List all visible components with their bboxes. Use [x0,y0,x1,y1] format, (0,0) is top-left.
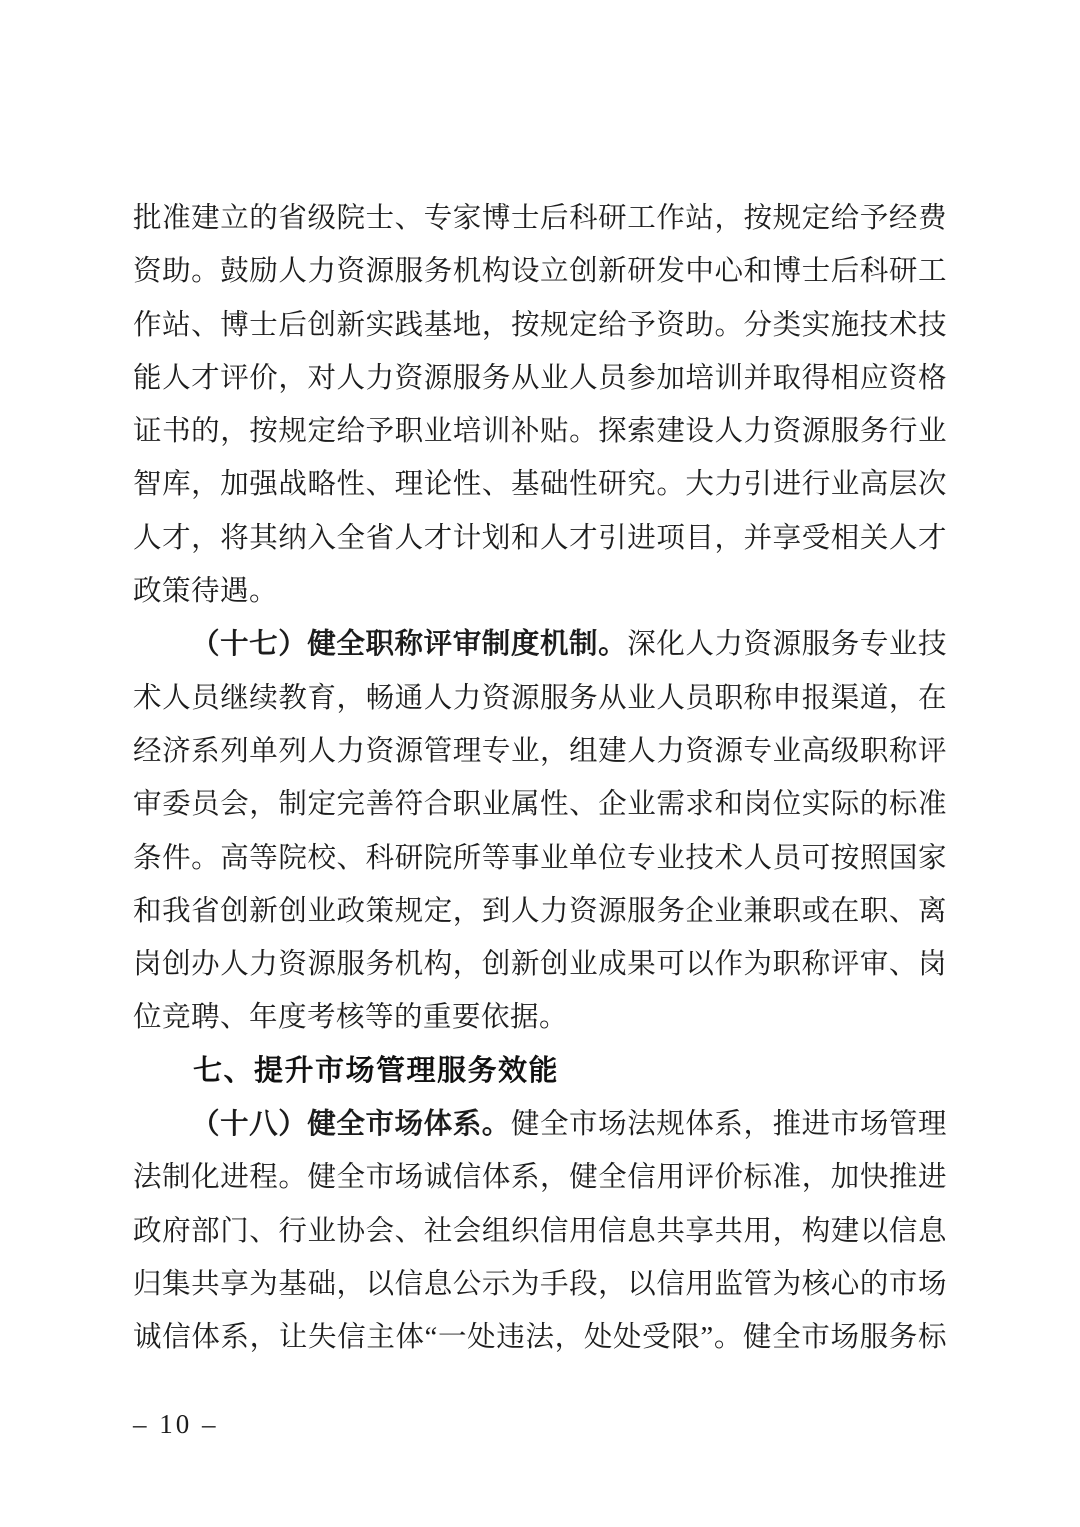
text-line [133,1311,947,1364]
line-text: 作站、博士后创新实践基地，按规定给予资助。分类实施技术技 [133,309,947,341]
line-text: 法制化进程。健全市场诚信体系，健全信用评价标准，加快推进 [133,1162,947,1194]
text-line [133,565,947,618]
line-text: 归集共享为基础，以信息公示为手段，以信用监管为核心的市场 [133,1268,947,1300]
line-text: 批准建立的省级院士、专家博士后科研工作站，按规定给予经费 [133,203,947,234]
text-line [133,832,947,885]
line-text: 条件。高等院校、科研院所等事业单位专业技术人员可按照国家 [133,842,947,874]
section-heading [133,1045,947,1098]
text-line [133,1098,947,1151]
text-line [133,1205,947,1258]
line-text: 位竞聘、年度考核等的重要依据。 [133,1002,569,1034]
text-line [133,405,947,458]
line-text: 证书的，按规定给予职业培训补贴。探索建设人力资源服务行业 [133,416,947,448]
text-line [133,1151,947,1204]
line-text: 政府部门、行业协会、社会组织信用信息共享共用，构建以信息 [133,1215,947,1247]
text-line [133,991,947,1044]
text-line [133,938,947,991]
line-text: 资助。鼓励人力资源服务机构设立创新研发中心和博士后科研工 [133,256,947,288]
line-text: 七、提升市场管理服务效能 [193,1054,560,1087]
document-text-block [133,192,947,1365]
line-text: 审委员会，制定完善符合职业属性、企业需求和岗位实际的标准 [133,789,947,821]
line-text: 政策待遇。 [133,576,279,608]
text-line [133,458,947,511]
text-line [133,512,947,565]
text-line [133,245,947,298]
line-text: 能人才评价，对人力资源服务从业人员参加培训并取得相应资格 [133,362,947,394]
text-line [133,352,947,405]
text-line [133,725,947,778]
line-text: 术人员继续教育，畅通人力资源服务从业人员职称申报渠道，在 [133,682,947,714]
line-text: 智库，加强战略性、理论性、基础性研究。大力引进行业高层次 [133,469,947,501]
paragraph-lead: （十八）健全市场体系。 [191,1109,511,1141]
text-line [133,618,947,671]
text-line [133,192,947,245]
line-text: 深化人力资源服务专业技 [627,629,947,661]
line-text: 人才，将其纳入全省人才计划和人才引进项目，并享受相关人才 [133,522,947,554]
page-number: – 10 – [133,1409,219,1439]
line-text: 健全市场法规体系，推进市场管理 [510,1109,947,1141]
text-line [133,1258,947,1311]
text-line [133,672,947,725]
text-line [133,885,947,938]
line-text: 经济系列单列人力资源管理专业，组建人力资源专业高级职称评 [133,735,947,767]
line-text: 岗创办人力资源服务机构，创新创业成果可以作为职称评审、岗 [133,949,947,981]
line-text: 和我省创新创业政策规定，到人力资源服务企业兼职或在职、离 [133,895,947,927]
text-line [133,778,947,831]
paragraph-lead: （十七）健全职称评审制度机制。 [191,629,628,661]
text-line [133,299,947,352]
line-text: 诚信体系，让失信主体“一处违法，处处受限”。健全市场服务标 [133,1322,947,1354]
